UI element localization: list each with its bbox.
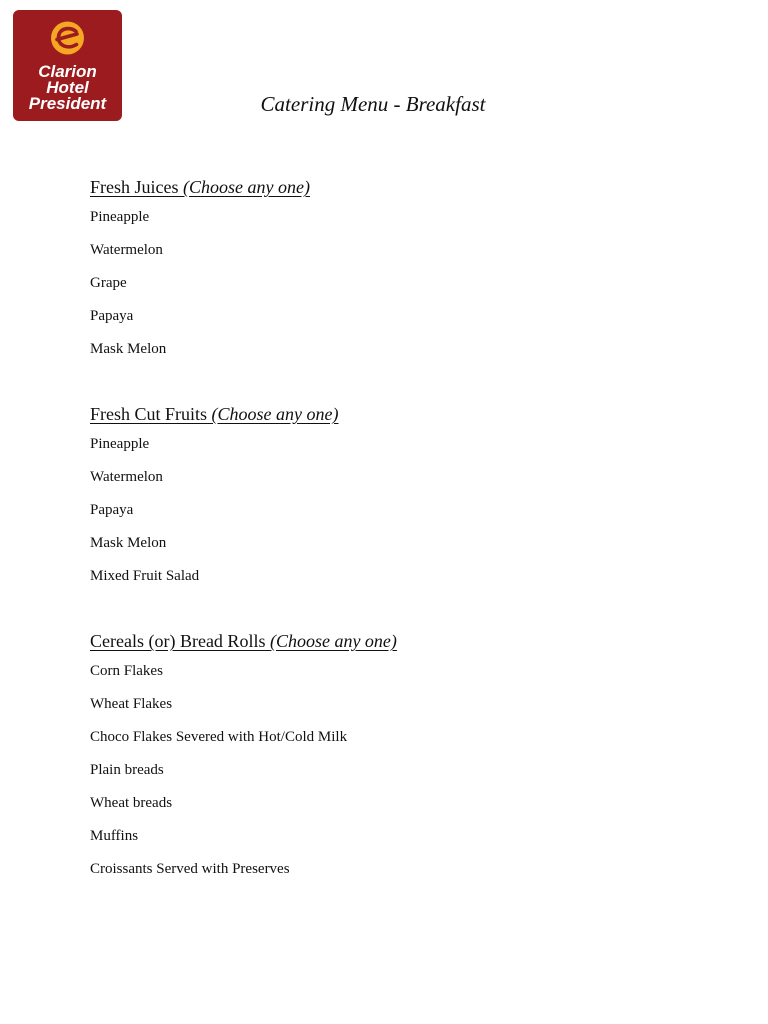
menu-item: Papaya	[90, 308, 134, 324]
menu-item: Muffins	[90, 828, 139, 844]
menu-item: Choco Flakes Severed with Hot/Cold Milk	[90, 729, 348, 745]
menu-item: Pineapple	[90, 436, 150, 452]
logo-text-line3: President	[28, 94, 107, 113]
menu-item: Papaya	[90, 502, 134, 518]
section-heading-text: Cereals (or) Bread Rolls	[90, 631, 266, 651]
section-heading-note: (Choose any one)	[269, 631, 397, 651]
section-heading-note: (Choose any one)	[183, 177, 310, 197]
menu-item: Pineapple	[90, 209, 150, 225]
section-heading-text: Fresh Cut Fruits	[90, 404, 208, 424]
section-heading	[90, 628, 710, 654]
logo-text-line2: Hotel	[46, 78, 89, 97]
menu-section	[90, 401, 710, 586]
section-heading-note: (Choose any one)	[211, 404, 339, 424]
section-heading-text: Fresh Juices	[90, 177, 179, 197]
menu-item-list	[90, 662, 710, 879]
menu-item: Wheat Flakes	[90, 696, 173, 712]
menu-item-list	[90, 208, 710, 359]
menu-item: Watermelon	[90, 469, 163, 485]
menu-item: Mixed Fruit Salad	[90, 568, 200, 584]
menu-section	[90, 628, 710, 879]
menu-item-list	[90, 435, 710, 586]
menu-item: Mask Melon	[90, 535, 167, 551]
menu-item: Grape	[90, 275, 127, 291]
menu-section	[90, 174, 710, 359]
menu-item: Corn Flakes	[90, 663, 163, 679]
section-heading	[90, 401, 710, 427]
menu-content	[90, 174, 710, 921]
menu-item: Watermelon	[90, 242, 163, 258]
section-heading	[90, 174, 710, 200]
logo-text-line1: Clarion	[38, 62, 97, 81]
page-title: Catering Menu - Breakfast	[260, 92, 486, 116]
menu-item: Croissants Served with Preserves	[90, 861, 290, 877]
menu-item: Plain breads	[90, 762, 164, 778]
menu-item: Wheat breads	[90, 795, 173, 811]
menu-item: Mask Melon	[90, 341, 167, 357]
